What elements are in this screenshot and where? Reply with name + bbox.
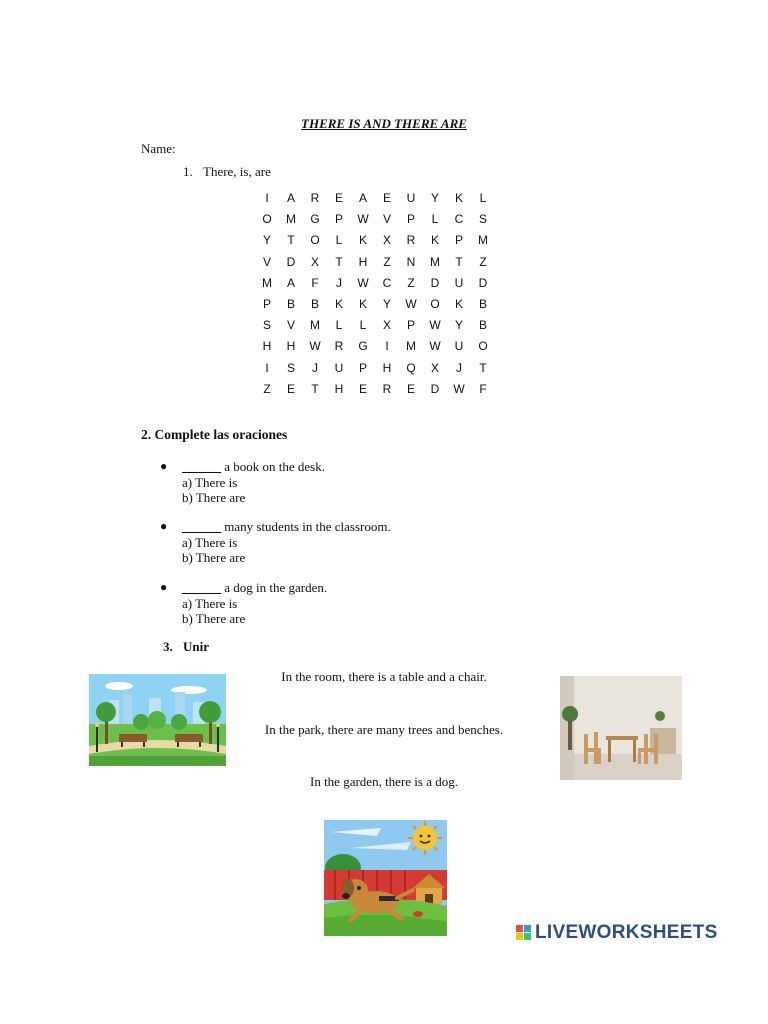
grid-letter[interactable]: O: [430, 296, 440, 311]
grid-letter[interactable]: L: [431, 212, 439, 227]
grid-letter[interactable]: T: [479, 360, 487, 375]
question-2: [160, 519, 391, 566]
grid-letter[interactable]: G: [358, 339, 368, 354]
grid-letter[interactable]: L: [359, 318, 367, 333]
grid-letter[interactable]: P: [262, 296, 271, 311]
grid-letter[interactable]: B: [310, 296, 319, 311]
grid-letter[interactable]: E: [334, 191, 343, 205]
grid-letter[interactable]: Z: [383, 254, 391, 269]
grid-letter[interactable]: G: [310, 212, 320, 227]
grid-letter[interactable]: S: [286, 360, 295, 375]
grid-letter[interactable]: Y: [382, 296, 391, 311]
option-a[interactable]: a) There is: [182, 534, 238, 550]
bullet-icon: ●: [160, 519, 168, 533]
grid-letter[interactable]: T: [311, 381, 319, 396]
match-sentence-park[interactable]: In the park, there are many trees and benches.: [264, 722, 504, 737]
grid-letter[interactable]: R: [406, 233, 416, 248]
grid-letter[interactable]: R: [382, 381, 392, 396]
grid-letter[interactable]: B: [286, 296, 295, 311]
grid-letter[interactable]: Y: [262, 233, 271, 248]
question-2-sentence: [182, 519, 391, 535]
grid-letter[interactable]: F: [479, 381, 487, 396]
grid-letter[interactable]: K: [334, 296, 343, 311]
section2-title: 2. Complete las oraciones: [141, 427, 288, 442]
section3-heading: [163, 639, 209, 655]
question-3-sentence: [182, 580, 327, 596]
grid-letter[interactable]: E: [382, 191, 391, 205]
park-image[interactable]: [89, 674, 226, 766]
grid-letter[interactable]: Z: [479, 254, 487, 269]
grid-letter[interactable]: W: [357, 275, 369, 290]
grid-letter[interactable]: Y: [454, 318, 463, 333]
grid-letter[interactable]: A: [286, 191, 295, 205]
grid-letter[interactable]: F: [311, 275, 319, 290]
answer-blank[interactable]: ______: [182, 580, 221, 595]
question-text: a book on the desk.: [221, 459, 325, 474]
grid-letter[interactable]: O: [262, 212, 272, 227]
grid-letter[interactable]: N: [406, 254, 416, 269]
grid-letter[interactable]: D: [286, 254, 296, 269]
grid-letter[interactable]: P: [406, 212, 415, 227]
grid-letter[interactable]: Y: [430, 191, 439, 205]
section3-title: Unir: [183, 639, 209, 654]
grid-letter[interactable]: S: [478, 212, 487, 227]
option-b[interactable]: b) There are: [182, 490, 246, 505]
grid-letter[interactable]: W: [309, 339, 321, 354]
grid-letter[interactable]: T: [455, 254, 463, 269]
option-b[interactable]: b) There are: [182, 550, 246, 565]
grid-letter[interactable]: T: [335, 254, 343, 269]
grid-letter[interactable]: M: [430, 254, 440, 269]
grid-letter[interactable]: L: [335, 318, 343, 333]
grid-letter[interactable]: L: [335, 233, 343, 248]
question-text: many students in the classroom.: [221, 519, 391, 534]
grid-letter[interactable]: K: [454, 191, 463, 205]
grid-letter[interactable]: W: [429, 318, 441, 333]
question-1-sentence: [182, 459, 325, 475]
grid-letter[interactable]: T: [287, 233, 295, 248]
grid-letter[interactable]: B: [478, 296, 487, 311]
grid-letter[interactable]: I: [265, 360, 269, 375]
grid-letter[interactable]: Z: [263, 381, 271, 396]
grid-letter[interactable]: V: [262, 254, 271, 269]
grid-letter[interactable]: S: [262, 318, 271, 333]
grid-letter[interactable]: K: [358, 296, 367, 311]
grid-letter[interactable]: U: [454, 275, 464, 290]
grid-letter[interactable]: O: [310, 233, 320, 248]
grid-letter[interactable]: E: [286, 381, 295, 396]
dining-room-image[interactable]: [560, 676, 682, 780]
grid-letter[interactable]: A: [286, 275, 295, 290]
grid-letter[interactable]: O: [478, 339, 488, 354]
grid-letter[interactable]: D: [430, 381, 440, 396]
question-text: a dog in the garden.: [221, 580, 328, 595]
grid-letter[interactable]: A: [358, 191, 367, 205]
grid-letter[interactable]: J: [456, 360, 462, 375]
grid-letter[interactable]: P: [358, 360, 367, 375]
grid-letter[interactable]: M: [406, 339, 416, 354]
grid-letter[interactable]: U: [406, 191, 416, 205]
grid-letter[interactable]: U: [454, 339, 464, 354]
grid-letter[interactable]: X: [430, 360, 439, 375]
section1-number: 1.: [183, 164, 193, 179]
grid-letter[interactable]: V: [286, 318, 295, 333]
grid-letter[interactable]: X: [310, 254, 319, 269]
grid-letter[interactable]: K: [358, 233, 367, 248]
grid-letter[interactable]: X: [382, 233, 391, 248]
bullet-icon: ●: [160, 580, 168, 594]
grid-letter[interactable]: D: [430, 275, 440, 290]
grid-letter[interactable]: U: [334, 360, 344, 375]
grid-letter[interactable]: J: [336, 275, 342, 290]
grid-letter[interactable]: H: [286, 339, 296, 354]
grid-letter[interactable]: H: [358, 254, 368, 269]
option-b[interactable]: b) There are: [182, 611, 246, 626]
grid-letter[interactable]: E: [358, 381, 367, 396]
grid-letter[interactable]: M: [310, 318, 320, 333]
grid-letter[interactable]: B: [478, 318, 487, 333]
answer-blank[interactable]: ______: [182, 519, 221, 534]
question-1: [160, 459, 325, 506]
dog-garden-image[interactable]: [321, 818, 450, 939]
grid-letter[interactable]: P: [406, 318, 415, 333]
option-a[interactable]: a) There is: [182, 474, 238, 490]
grid-letter[interactable]: K: [454, 296, 463, 311]
grid-letter[interactable]: W: [357, 212, 369, 227]
grid-letter[interactable]: R: [334, 339, 344, 354]
liveworksheets-logo-icon: [516, 925, 532, 941]
grid-letter[interactable]: J: [312, 360, 318, 375]
match-sentence-room[interactable]: In the room, there is a table and a chair.: [281, 669, 487, 684]
grid-letter[interactable]: C: [382, 275, 392, 290]
grid-letter[interactable]: R: [310, 191, 320, 205]
section3-number: 3.: [163, 639, 173, 654]
grid-letter[interactable]: V: [382, 212, 391, 227]
word-search-grid[interactable]: [255, 188, 495, 400]
grid-letter[interactable]: W: [429, 339, 441, 354]
grid-letter[interactable]: P: [334, 212, 343, 227]
section1-heading: [183, 164, 271, 180]
name-label: Name:: [141, 141, 176, 156]
grid-letter[interactable]: I: [265, 191, 269, 205]
match-sentence-garden[interactable]: In the garden, there is a dog.: [309, 774, 458, 789]
question-3: [160, 580, 327, 627]
grid-letter[interactable]: H: [262, 339, 272, 354]
grid-letter[interactable]: D: [478, 275, 488, 290]
grid-letter[interactable]: W: [405, 296, 417, 311]
grid-letter[interactable]: K: [430, 233, 439, 248]
liveworksheets-logo: [516, 922, 718, 944]
option-a[interactable]: a) There is: [182, 595, 238, 611]
grid-letter[interactable]: W: [453, 381, 465, 396]
section1-label: There, is, are: [203, 164, 271, 179]
grid-letter[interactable]: M: [262, 275, 272, 290]
grid-letter[interactable]: L: [479, 191, 487, 205]
grid-letter[interactable]: X: [382, 318, 391, 333]
grid-letter[interactable]: E: [406, 381, 415, 396]
liveworksheets-logo-text: LIVEWORKSHEETS: [535, 922, 718, 943]
bullet-icon: ●: [160, 459, 168, 473]
grid-letter[interactable]: M: [478, 233, 488, 248]
grid-letter[interactable]: Z: [407, 275, 415, 290]
grid-letter[interactable]: H: [334, 381, 344, 396]
grid-letter[interactable]: I: [385, 339, 389, 354]
grid-letter[interactable]: P: [454, 233, 463, 248]
grid-letter[interactable]: M: [286, 212, 296, 227]
answer-blank[interactable]: ______: [182, 459, 221, 474]
grid-letter[interactable]: Q: [406, 360, 416, 375]
grid-letter[interactable]: H: [382, 360, 392, 375]
grid-letter[interactable]: C: [454, 212, 464, 227]
worksheet-title: THERE IS AND THERE ARE: [301, 116, 467, 131]
